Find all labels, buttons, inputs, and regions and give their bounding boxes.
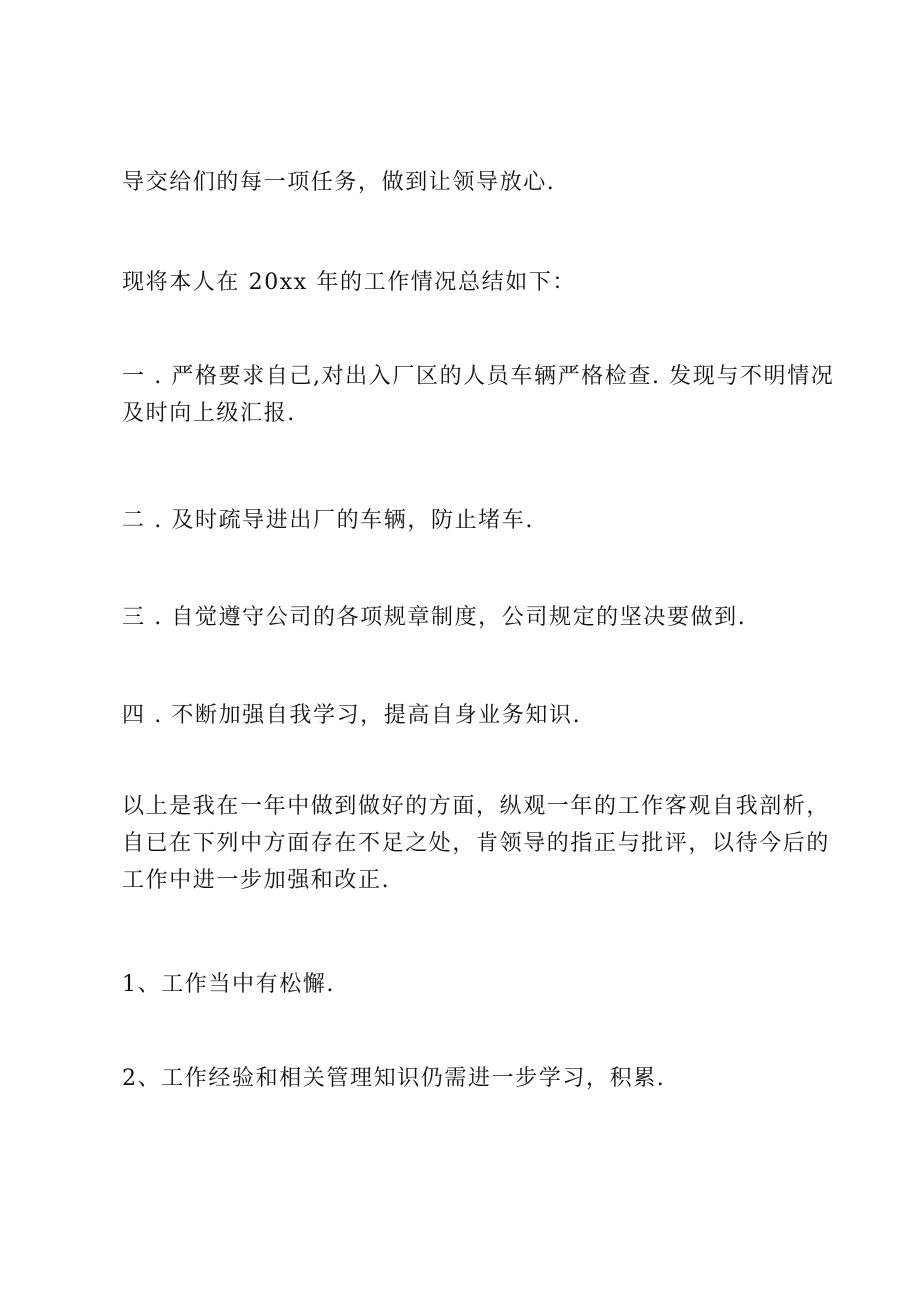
text-line: 四 . 不断加强自我学习，提高自身业务知识. [122, 703, 582, 728]
text-line: 及时向上级汇报. [122, 401, 296, 426]
text-line: 一 . 严格要求自己,对出入厂区的人员车辆严格检查. 发现与不明情况 [122, 364, 835, 389]
paragraph-self-analysis [122, 788, 831, 899]
text-line: 1、工作当中有松懈. [122, 972, 335, 997]
paragraph-item-three [122, 599, 822, 636]
paragraph-task-closing [122, 164, 822, 201]
paragraph-item-one [122, 358, 835, 432]
paragraph-item-two [122, 502, 822, 539]
paragraph-shortcoming-two [122, 1060, 822, 1097]
text-line: 三 . 自觉遵守公司的各项规章制度，公司规定的坚决要做到. [122, 605, 747, 630]
text-line: 现将本人在 20xx 年的工作情况总结如下： [122, 270, 576, 295]
text-line: 以上是我在一年中做到做好的方面，纵观一年的工作客观自我剖析， [122, 794, 831, 819]
text-line: 工作中进一步加强和改正. [122, 868, 391, 893]
text-line: 导交给们的每一项任务，做到让领导放心. [122, 170, 556, 195]
paragraph-shortcoming-one [122, 966, 822, 1003]
text-line: 自已在下列中方面存在不足之处，肯领导的指正与批评，以待今后的 [122, 831, 831, 856]
text-line: 二 . 及时疏导进出厂的车辆，防止堵车. [122, 508, 534, 533]
text-line: 2、工作经验和相关管理知识仍需进一步学习，积累. [122, 1066, 666, 1091]
paragraph-summary-intro [122, 264, 822, 301]
paragraph-item-four [122, 697, 822, 734]
